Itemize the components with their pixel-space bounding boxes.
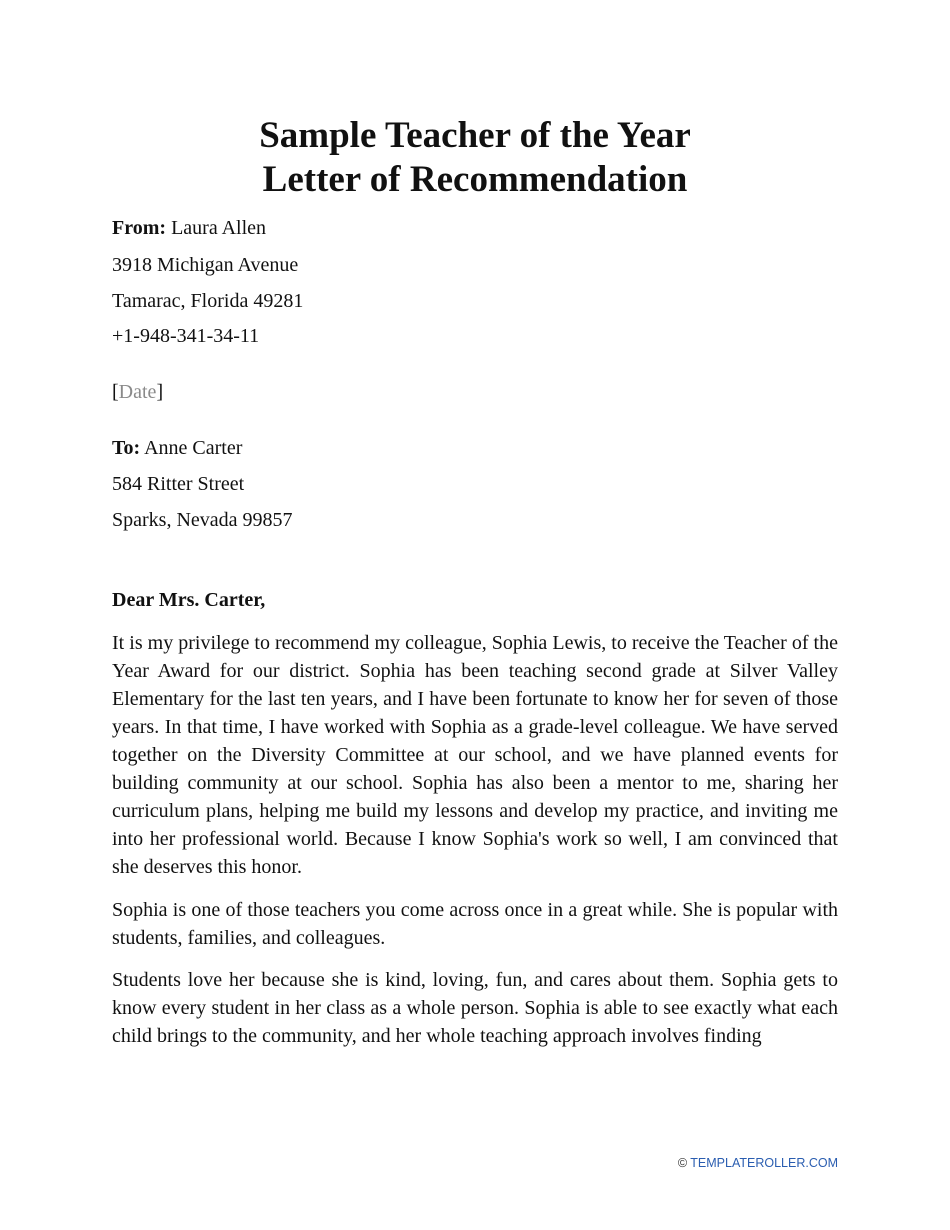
sender-name: Laura Allen <box>171 217 267 239</box>
sender-city: Tamarac, Florida 49281 <box>112 290 304 312</box>
footer-credit <box>678 1155 838 1171</box>
date-open-bracket: [ <box>112 381 119 403</box>
templateroller-link[interactable]: TEMPLATEROLLER.COM <box>690 1156 838 1170</box>
title-line-1: Sample Teacher of the Year <box>259 115 691 156</box>
salutation-text: Dear Mrs. Carter, <box>112 589 266 611</box>
recipient-name-line <box>112 435 242 461</box>
sender-street: 3918 Michigan Avenue <box>112 254 299 276</box>
sender-phone: +1-948-341-34-11 <box>112 325 260 347</box>
recipient-city: Sparks, Nevada 99857 <box>112 509 293 531</box>
date-close-bracket: ] <box>156 381 164 403</box>
title-line-2: Letter of Recommendation <box>262 159 688 200</box>
body-paragraph-1: It is my privilege to recommend my colleague, Sophia Lewis, to receive the Teacher of the Year Award for our district. Sophia has been teaching second grade at Silver Valley Elementary for the last ten years, and I have been fortunate to know her for seven of those years. In that time, I have worked with Sophia as a grade-level colleague. We have served together on the Diversity Committee at our school, and we have planned events for building community at our school. Sophia has also been a mentor to me, sharing her curriculum plans, helping me build my lessons and develop my practice, and inviting me into her professional world. Because I know Sophia's work so well, I am convinced that she deserves this honor. <box>112 632 838 878</box>
recipient-name: Anne Carter <box>144 437 243 459</box>
salutation <box>112 587 265 613</box>
body-paragraph-3: Students love her because she is kind, loving, fun, and cares about them. Sophia gets to know every student in her class as a whole person. Sophia is able to see exactly what each child brings to the community, and her whole teaching approach involves finding <box>112 969 838 1047</box>
from-label: From: <box>112 217 167 239</box>
to-label: To: <box>112 437 141 459</box>
recipient-street: 584 Ritter Street <box>112 473 245 495</box>
body-paragraph-2: Sophia is one of those teachers you come across once in a great while. She is popular with students, families, and colleagues. <box>112 899 838 949</box>
date-line <box>112 379 163 405</box>
sender-name-line <box>112 215 266 241</box>
document-title <box>0 114 950 202</box>
copyright-symbol: © <box>677 1156 688 1170</box>
date-placeholder: Date <box>118 381 157 403</box>
